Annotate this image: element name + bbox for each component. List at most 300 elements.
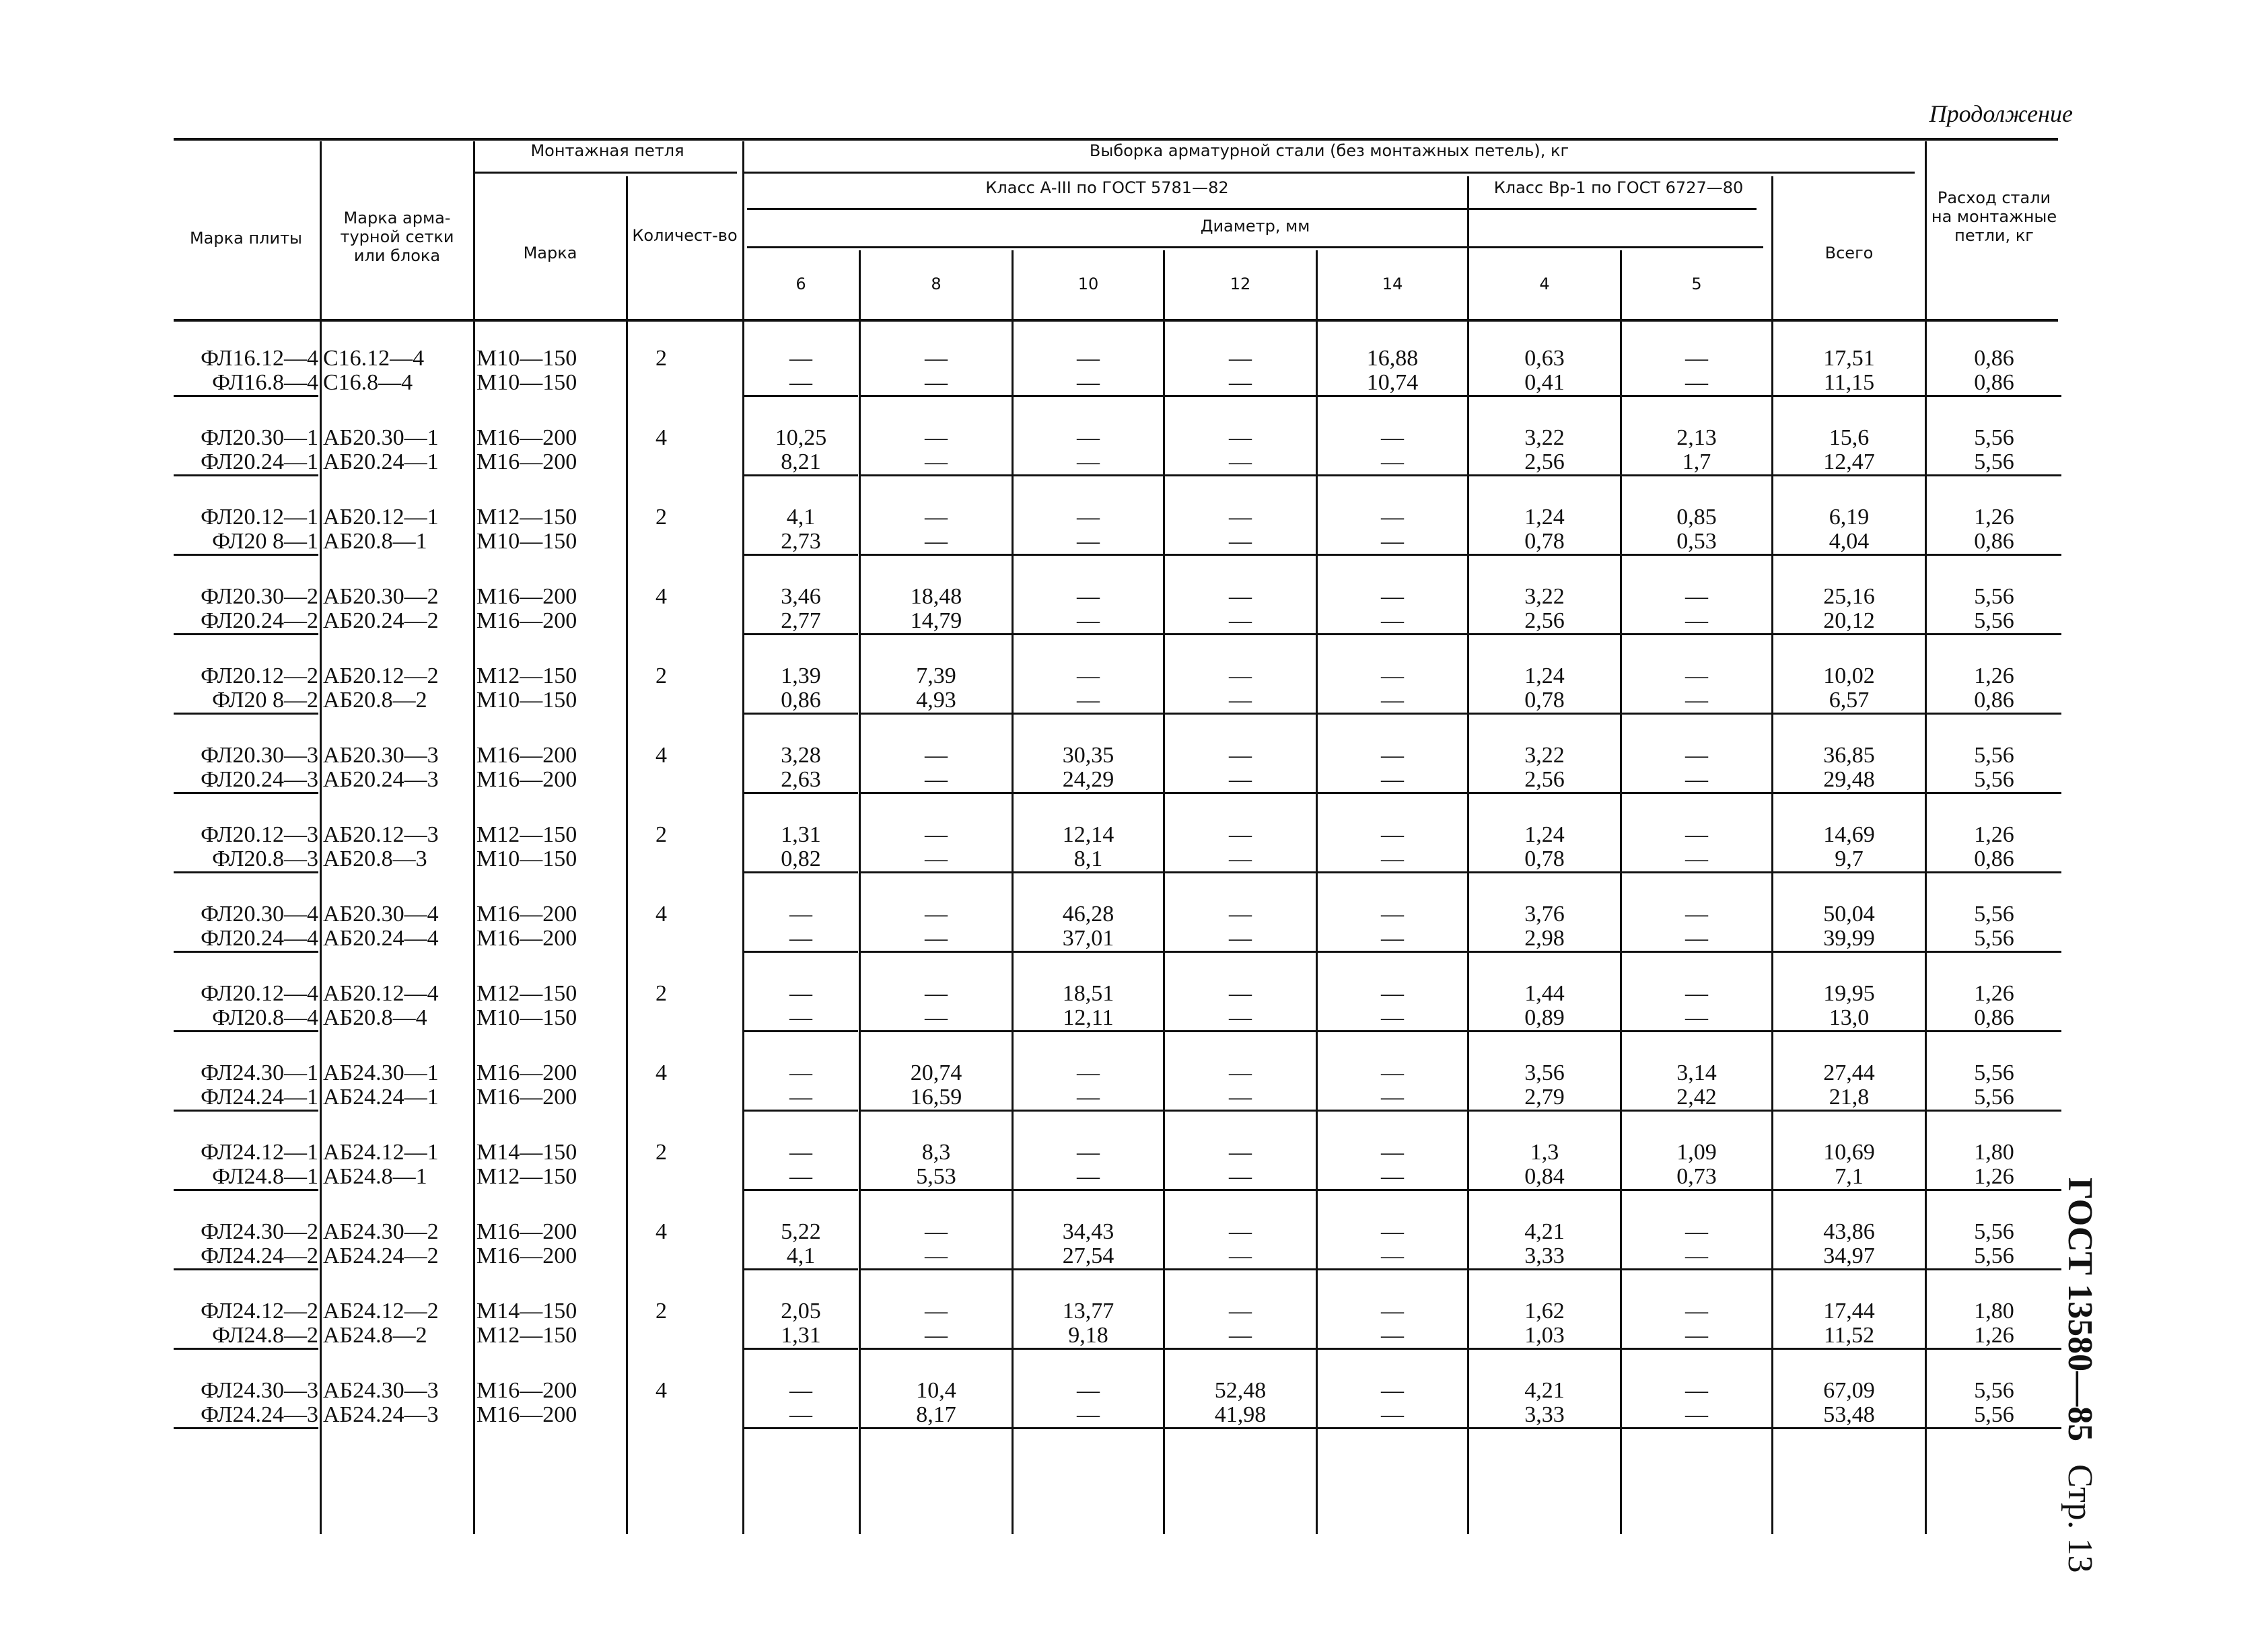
cell-d14: — <box>1318 1165 1467 1191</box>
cell-d10: — <box>1077 1060 1100 1085</box>
cell-d14: — <box>1318 768 1467 794</box>
cell-mesh: АБ24.12—2 <box>323 1299 439 1324</box>
cell-mesh: АБ20.24—3 <box>323 767 439 792</box>
cell-loop: М10—150 <box>476 846 577 871</box>
cell-loop: М10—150 <box>476 529 577 554</box>
cell-plate: ФЛ20.8—4 <box>174 1006 318 1032</box>
cell-mesh: АБ20.8—4 <box>323 1005 427 1030</box>
cell-d5: 0,53 <box>1622 530 1771 556</box>
cell-loop_steel: 5,56 <box>1974 425 2014 450</box>
cell-d6: — <box>789 1378 812 1403</box>
cell-total: 15,6 <box>1829 425 1870 450</box>
cell-d8: 4,93 <box>861 688 1012 715</box>
header-diameter: Диаметр, мм <box>1200 217 1310 236</box>
cell-d5: — <box>1622 1324 1771 1350</box>
cell-d6: — <box>789 1060 812 1085</box>
cell-d8: — <box>925 1299 948 1324</box>
cell-loop_steel: 5,56 <box>1974 584 2014 609</box>
cell-d5: 2,13 <box>1676 425 1717 450</box>
cell-d10: — <box>1077 1378 1100 1403</box>
cell-total: 10,69 <box>1823 1140 1875 1165</box>
cell-d14: — <box>1318 1006 1467 1032</box>
cell-qty: 2 <box>655 663 667 688</box>
page-number: Стр. 13 <box>2061 1464 2099 1573</box>
cell-d12: — <box>1229 1299 1252 1324</box>
cell-mesh: АБ24.8—2 <box>323 1323 427 1348</box>
cell-d5: — <box>1685 981 1708 1006</box>
cell-mesh: АБ24.24—3 <box>323 1402 439 1427</box>
cell-d4: 0,63 <box>1524 346 1565 371</box>
cell-d4: 1,24 <box>1524 505 1565 530</box>
cell-d14: — <box>1318 688 1467 715</box>
cell-total: 27,44 <box>1823 1060 1875 1085</box>
cell-loop: М10—150 <box>476 370 577 395</box>
cell-loop_steel: 1,26 <box>1974 663 2014 688</box>
cell-d10: 46,28 <box>1062 902 1114 927</box>
cell-mesh: АБ24.24—1 <box>323 1085 439 1110</box>
cell-plate: ФЛ24.24—1 <box>174 1085 318 1112</box>
cell-d4: 3,76 <box>1524 902 1565 927</box>
cell-d5: — <box>1685 1378 1708 1403</box>
cell-total: 14,69 <box>1823 822 1875 847</box>
cell-d4: 3,33 <box>1469 1403 1620 1429</box>
cell-mesh: АБ20.30—2 <box>323 584 439 609</box>
cell-d6: 0,82 <box>744 847 858 873</box>
cell-qty: 2 <box>655 981 667 1006</box>
cell-d4: 1,24 <box>1524 663 1565 688</box>
cell-loop: М14—150 <box>476 1140 577 1165</box>
cell-plate: ФЛ20.24—2 <box>174 609 318 635</box>
cell-loop_steel: 5,56 <box>1974 1219 2014 1244</box>
cell-d8: — <box>925 822 948 847</box>
cell-total: 4,04 <box>1773 530 1925 556</box>
header-loop-steel: Расход стали на монтажные петли, кг <box>1931 188 2057 245</box>
cell-d14: — <box>1381 584 1404 609</box>
cell-d8: 18,48 <box>910 584 962 609</box>
cell-loop: М10—150 <box>476 346 577 371</box>
cell-d6: 2,63 <box>744 768 858 794</box>
cell-loop: М12—150 <box>476 1164 577 1189</box>
cell-d6: 2,73 <box>744 530 858 556</box>
cell-loop_steel: 0,86 <box>1927 530 2061 556</box>
cell-loop: М12—150 <box>476 822 577 847</box>
cell-plate: ФЛ20.12—1 <box>201 505 318 530</box>
standard-code: ГОСТ 13580—85 <box>2061 1178 2099 1442</box>
cell-d12: — <box>1165 688 1316 715</box>
cell-d10: — <box>1077 346 1100 371</box>
cell-d6: — <box>744 371 858 397</box>
cell-d14: — <box>1318 530 1467 556</box>
cell-loop: М16—200 <box>476 1060 577 1085</box>
header-d4: 4 <box>1539 275 1550 293</box>
cell-loop: М16—200 <box>476 425 577 450</box>
cell-plate: ФЛ20.30—2 <box>201 584 318 609</box>
cell-d12: — <box>1165 1244 1316 1270</box>
cell-d8: — <box>861 530 1012 556</box>
cell-qty: 4 <box>655 1219 667 1244</box>
cell-d4: 0,78 <box>1469 688 1620 715</box>
steel-group-rule <box>744 172 1915 174</box>
cell-d12: — <box>1165 1324 1316 1350</box>
cell-d4: 0,84 <box>1469 1165 1620 1191</box>
cell-d10: 37,01 <box>1014 927 1163 953</box>
loop-group-rule <box>474 172 737 174</box>
cell-loop_steel: 1,26 <box>1974 505 2014 530</box>
cell-d5: — <box>1685 584 1708 609</box>
table-top-rule <box>174 138 2058 141</box>
cell-plate: ФЛ20.12—2 <box>201 663 318 688</box>
cell-d8: — <box>861 847 1012 873</box>
cell-mesh: АБ20.24—2 <box>323 608 439 633</box>
cell-d14: — <box>1381 663 1404 688</box>
cell-loop_steel: 0,86 <box>1927 688 2061 715</box>
cell-d10: — <box>1077 505 1100 530</box>
cell-d4: 4,21 <box>1524 1219 1565 1244</box>
cell-mesh: АБ20.30—3 <box>323 743 439 768</box>
cell-loop: М16—200 <box>476 608 577 633</box>
cell-total: 21,8 <box>1773 1085 1925 1112</box>
cell-qty: 2 <box>655 822 667 847</box>
cell-d6: 0,86 <box>744 688 858 715</box>
cell-loop: М16—200 <box>476 926 577 951</box>
cell-d14: 10,74 <box>1318 371 1467 397</box>
cell-total: 6,57 <box>1773 688 1925 715</box>
cell-d4: 3,56 <box>1524 1060 1565 1085</box>
header-total: Всего <box>1824 244 1874 262</box>
cell-loop_steel: 5,56 <box>1927 927 2061 953</box>
cell-d5: — <box>1622 927 1771 953</box>
cell-mesh: АБ24.30—1 <box>323 1060 439 1085</box>
cell-loop: М16—200 <box>476 767 577 792</box>
cell-loop_steel: 0,86 <box>1974 346 2014 371</box>
cell-d8: 16,59 <box>861 1085 1012 1112</box>
cell-d5: 2,42 <box>1622 1085 1771 1112</box>
cell-total: 36,85 <box>1823 743 1875 768</box>
cell-d5: — <box>1622 1244 1771 1270</box>
cell-d4: 3,33 <box>1469 1244 1620 1270</box>
cell-total: 17,51 <box>1823 346 1875 371</box>
cell-d8: — <box>861 1244 1012 1270</box>
cell-d10: 30,35 <box>1062 743 1114 768</box>
cell-qty: 4 <box>655 902 667 927</box>
cell-d12: 41,98 <box>1165 1403 1316 1429</box>
header-class-a3: Класс А-III по ГОСТ 5781—82 <box>985 178 1229 197</box>
cell-d8: 8,3 <box>921 1140 951 1165</box>
cell-d4: 2,79 <box>1469 1085 1620 1112</box>
cell-d4: 3,22 <box>1524 743 1565 768</box>
cell-plate: ФЛ24.12—1 <box>201 1140 318 1165</box>
cell-loop_steel: 1,26 <box>1927 1324 2061 1350</box>
cell-d10: — <box>1014 530 1163 556</box>
cell-d4: 2,98 <box>1469 927 1620 953</box>
col-rule-1 <box>320 141 322 1534</box>
cell-loop: М16—200 <box>476 584 577 609</box>
cell-qty: 4 <box>655 425 667 450</box>
cell-mesh: АБ20.8—3 <box>323 846 427 871</box>
cell-qty: 4 <box>655 1378 667 1403</box>
cell-d8: — <box>861 927 1012 953</box>
cell-d4: 1,44 <box>1524 981 1565 1006</box>
cell-d4: 0,89 <box>1469 1006 1620 1032</box>
cell-plate: ФЛ20.12—4 <box>201 981 318 1006</box>
cell-loop: М12—150 <box>476 505 577 530</box>
cell-d5: — <box>1685 663 1708 688</box>
cell-plate: ФЛ20.30—4 <box>201 902 318 927</box>
cell-mesh: АБ20.12—3 <box>323 822 439 847</box>
cell-total: 53,48 <box>1773 1403 1925 1429</box>
cell-loop_steel: 0,86 <box>1927 371 2061 397</box>
cell-d4: 3,22 <box>1524 425 1565 450</box>
cell-loop_steel: 5,56 <box>1974 1060 2014 1085</box>
cell-d4: 2,56 <box>1469 450 1620 476</box>
cell-total: 7,1 <box>1773 1165 1925 1191</box>
cell-d14: — <box>1318 847 1467 873</box>
cell-loop_steel: 5,56 <box>1927 450 2061 476</box>
cell-loop: М16—200 <box>476 1243 577 1268</box>
cell-d12: — <box>1229 743 1252 768</box>
cell-d8: 14,79 <box>861 609 1012 635</box>
cell-d4: 0,78 <box>1469 530 1620 556</box>
cell-d14: — <box>1381 902 1404 927</box>
header-d14: 14 <box>1382 275 1403 293</box>
cell-loop_steel: 1,26 <box>1974 822 2014 847</box>
cell-loop: М12—150 <box>476 663 577 688</box>
cell-d14: — <box>1318 1244 1467 1270</box>
cell-d5: — <box>1622 371 1771 397</box>
cell-plate: ФЛ24.8—2 <box>174 1324 318 1350</box>
cell-d5: — <box>1622 688 1771 715</box>
cell-total: 19,95 <box>1823 981 1875 1006</box>
cell-d8: — <box>925 346 948 371</box>
cell-plate: ФЛ20.24—1 <box>174 450 318 476</box>
cell-d14: — <box>1381 425 1404 450</box>
cell-plate: ФЛ24.30—2 <box>201 1219 318 1244</box>
cell-plate: ФЛ20.24—4 <box>174 927 318 953</box>
cell-qty: 2 <box>655 1140 667 1165</box>
cell-total: 11,15 <box>1773 371 1925 397</box>
cell-plate: ФЛ20.30—1 <box>201 425 318 450</box>
cell-loop_steel: 5,56 <box>1927 1085 2061 1112</box>
cell-d12: — <box>1229 346 1252 371</box>
cell-d5: — <box>1685 743 1708 768</box>
cell-d5: 1,09 <box>1676 1140 1717 1165</box>
cell-d6: 8,21 <box>744 450 858 476</box>
cell-d8: — <box>861 450 1012 476</box>
cell-plate: ФЛ16.12—4 <box>201 346 318 371</box>
cell-d6: — <box>744 927 858 953</box>
cell-d6: — <box>744 1085 858 1112</box>
cell-d5: — <box>1685 1219 1708 1244</box>
cell-total: 17,44 <box>1823 1299 1875 1324</box>
cell-plate: ФЛ16.8—4 <box>174 371 318 397</box>
cell-loop_steel: 5,56 <box>1927 609 2061 635</box>
cell-d6: 5,22 <box>781 1219 821 1244</box>
cell-plate: ФЛ20.12—3 <box>201 822 318 847</box>
cell-d8: — <box>861 1006 1012 1032</box>
cell-d5: 0,85 <box>1676 505 1717 530</box>
cell-d10: — <box>1014 1403 1163 1429</box>
cell-d4: 4,21 <box>1524 1378 1565 1403</box>
header-d10: 10 <box>1077 275 1099 293</box>
cell-loop_steel: 5,56 <box>1974 1378 2014 1403</box>
cell-d8: — <box>925 425 948 450</box>
header-loop-group: Монтажная петля <box>530 141 684 160</box>
cell-d6: 4,1 <box>786 505 816 530</box>
cell-d10: — <box>1014 609 1163 635</box>
cell-d10: 13,77 <box>1062 1299 1114 1324</box>
cell-d10: — <box>1077 663 1100 688</box>
cell-total: 50,04 <box>1823 902 1875 927</box>
cell-d4: 2,56 <box>1469 768 1620 794</box>
cell-d12: — <box>1229 425 1252 450</box>
cell-plate: ФЛ24.24—2 <box>174 1244 318 1270</box>
cell-d8: — <box>925 505 948 530</box>
cell-d5: — <box>1685 902 1708 927</box>
cell-d10: — <box>1014 371 1163 397</box>
diameter-rule <box>747 246 1763 248</box>
cell-mesh: АБ20.24—4 <box>323 926 439 951</box>
header-loop-mark: Марка <box>523 244 577 262</box>
cell-d10: 34,43 <box>1062 1219 1114 1244</box>
cell-d5: 3,14 <box>1676 1060 1717 1085</box>
cell-total: 20,12 <box>1773 609 1925 635</box>
cell-loop: М14—150 <box>476 1299 577 1324</box>
header-d6: 6 <box>795 275 806 293</box>
cell-d14: — <box>1381 1378 1404 1403</box>
cell-d10: — <box>1014 450 1163 476</box>
cell-d12: — <box>1229 981 1252 1006</box>
cell-mesh: АБ20.8—1 <box>323 529 427 554</box>
cell-total: 43,86 <box>1823 1219 1875 1244</box>
cell-d14: — <box>1318 1085 1467 1112</box>
cell-d14: 16,88 <box>1366 346 1419 371</box>
cell-d5: 0,73 <box>1622 1165 1771 1191</box>
class-rule <box>747 208 1757 210</box>
cell-plate: ФЛ24.24—3 <box>174 1403 318 1429</box>
cell-d5: — <box>1685 346 1708 371</box>
cell-mesh: АБ20.12—4 <box>323 981 439 1006</box>
cell-loop: М16—200 <box>476 1402 577 1427</box>
cell-plate: ФЛ24.12—2 <box>201 1299 318 1324</box>
cell-d10: 24,29 <box>1014 768 1163 794</box>
cell-qty: 4 <box>655 1060 667 1085</box>
header-steel-group: Выборка арматурной стали (без монтажных петель), кг <box>1089 141 1569 160</box>
cell-d8: — <box>925 1219 948 1244</box>
cell-d10: — <box>1077 584 1100 609</box>
cell-d12: 52,48 <box>1214 1378 1267 1403</box>
cell-d8: 20,74 <box>910 1060 962 1085</box>
cell-loop: М10—150 <box>476 1005 577 1030</box>
cell-d14: — <box>1381 1140 1404 1165</box>
cell-qty: 4 <box>655 743 667 768</box>
cell-d10: — <box>1014 688 1163 715</box>
cell-d5: — <box>1685 822 1708 847</box>
cell-d10: — <box>1014 1085 1163 1112</box>
cell-loop: М16—200 <box>476 1219 577 1244</box>
cell-total: 67,09 <box>1823 1378 1875 1403</box>
cell-d12: — <box>1229 1140 1252 1165</box>
cell-d12: — <box>1165 1165 1316 1191</box>
cell-qty: 4 <box>655 584 667 609</box>
header-plate: Марка плиты <box>189 229 303 248</box>
cell-d10: 27,54 <box>1014 1244 1163 1270</box>
cell-d6: — <box>744 1403 858 1429</box>
cell-total: 13,0 <box>1773 1006 1925 1032</box>
cell-loop_steel: 1,26 <box>1974 981 2014 1006</box>
cell-d6: — <box>789 346 812 371</box>
cell-qty: 2 <box>655 505 667 530</box>
cell-total: 29,48 <box>1773 768 1925 794</box>
cell-d12: — <box>1229 505 1252 530</box>
col-rule-2 <box>473 141 475 1534</box>
cell-d14: — <box>1381 1219 1404 1244</box>
cell-d6: 2,77 <box>744 609 858 635</box>
header-d12: 12 <box>1230 275 1251 293</box>
cell-d5: — <box>1622 1403 1771 1429</box>
cell-d6: — <box>789 902 812 927</box>
cell-loop_steel: 1,26 <box>1927 1165 2061 1191</box>
cell-loop_steel: 0,86 <box>1927 847 2061 873</box>
cell-d14: — <box>1381 822 1404 847</box>
cell-total: 10,02 <box>1823 663 1875 688</box>
cell-mesh: АБ20.30—4 <box>323 902 439 927</box>
cell-d5: — <box>1622 1006 1771 1032</box>
cell-d6: 4,1 <box>744 1244 858 1270</box>
cell-d8: 8,17 <box>861 1403 1012 1429</box>
cell-total: 11,52 <box>1773 1324 1925 1350</box>
cell-mesh: АБ24.30—3 <box>323 1378 439 1403</box>
cell-d14: — <box>1318 450 1467 476</box>
cell-d5: — <box>1622 768 1771 794</box>
cell-plate: ФЛ20.24—3 <box>174 768 318 794</box>
cell-d14: — <box>1318 927 1467 953</box>
cell-d8: — <box>925 902 948 927</box>
cell-total: 34,97 <box>1773 1244 1925 1270</box>
header-bottom-rule <box>174 319 2058 322</box>
cell-d5: — <box>1622 609 1771 635</box>
cell-d10: — <box>1077 1140 1100 1165</box>
cell-mesh: С16.12—4 <box>323 346 425 371</box>
cell-d10: 8,1 <box>1014 847 1163 873</box>
cell-d4: 1,24 <box>1524 822 1565 847</box>
cell-d6: 10,25 <box>775 425 827 450</box>
cell-d12: — <box>1165 847 1316 873</box>
cell-d6: — <box>789 1140 812 1165</box>
cell-total: 39,99 <box>1773 927 1925 953</box>
cell-loop: М10—150 <box>476 688 577 713</box>
cell-total: 9,7 <box>1773 847 1925 873</box>
cell-d12: — <box>1165 927 1316 953</box>
cell-d12: — <box>1229 822 1252 847</box>
cell-d14: — <box>1381 1060 1404 1085</box>
cell-mesh: С16.8—4 <box>323 370 413 395</box>
cell-d10: 12,11 <box>1014 1006 1163 1032</box>
cell-d6: 3,46 <box>781 584 821 609</box>
header-loop-qty: Количест-во <box>632 226 738 245</box>
cell-loop_steel: 1,80 <box>1974 1299 2014 1324</box>
cell-plate: ФЛ24.30—3 <box>201 1378 318 1403</box>
cell-plate: ФЛ24.30—1 <box>201 1060 318 1085</box>
cell-loop: М16—200 <box>476 1378 577 1403</box>
cell-d5: — <box>1685 1299 1708 1324</box>
cell-total: 6,19 <box>1829 505 1870 530</box>
cell-d12: — <box>1229 663 1252 688</box>
cell-plate: ФЛ20 8—1 <box>174 530 318 556</box>
cell-d8: 7,39 <box>916 663 956 688</box>
header-d5: 5 <box>1691 275 1702 293</box>
cell-d6: 1,31 <box>781 822 821 847</box>
cell-d8: — <box>925 981 948 1006</box>
